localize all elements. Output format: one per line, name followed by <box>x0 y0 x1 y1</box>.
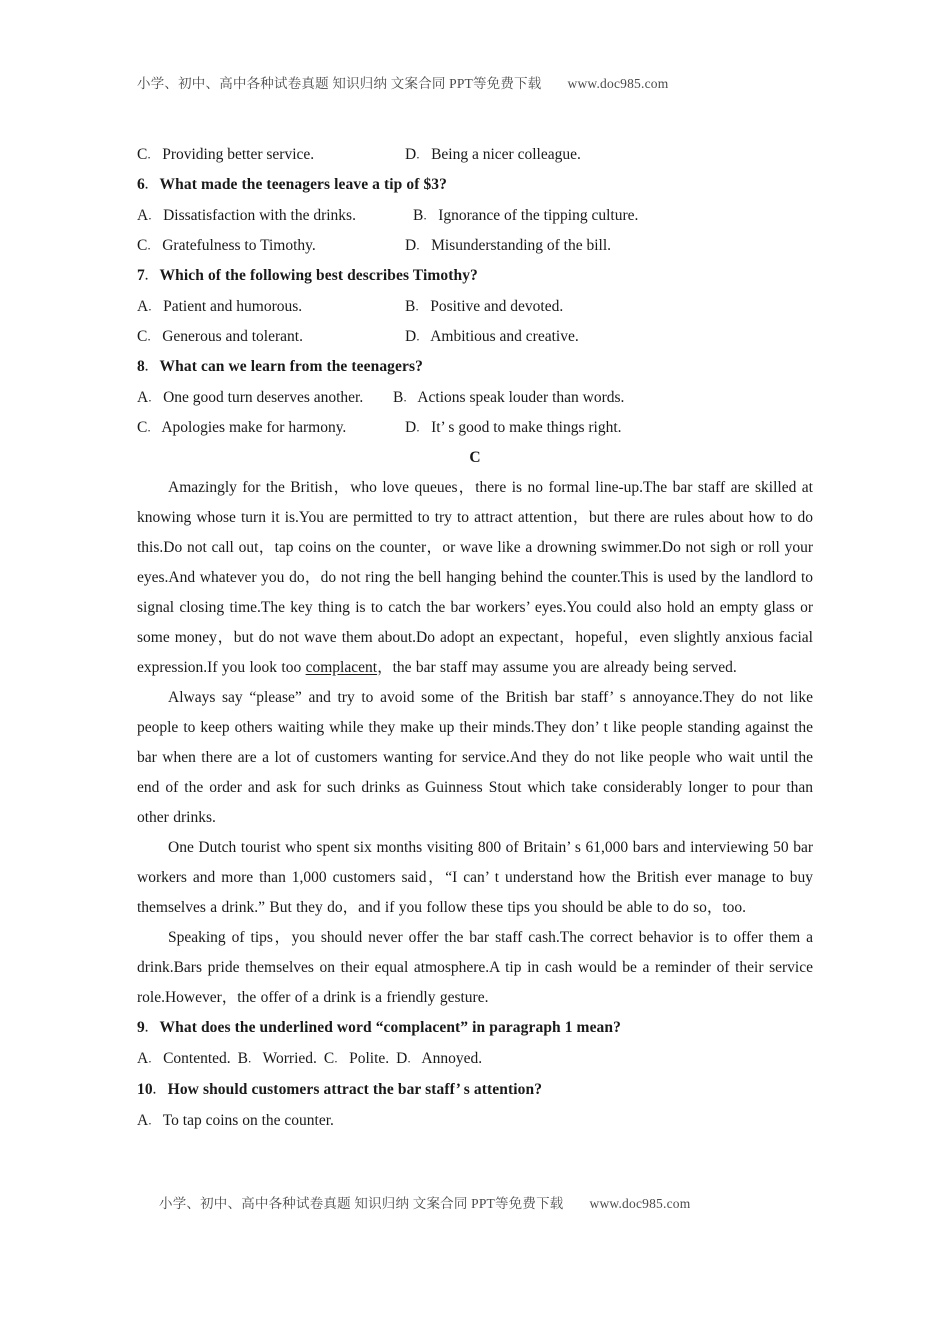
watermark-header <box>137 72 817 92</box>
passage-paragraph-2: Always say “please” and try to avoid some of the British bar staff’ s annoyance.They do not like people to keep others waiting while they make up their minds.They don’ t like people standing against the bar when there are a lot of customers wanting for service.And they do not like people who wait until the end of the order and ask for such drinks as Guinness Stout which take considerably longer to pour than other drinks. <box>137 689 813 826</box>
passage-p1-tail: ，the bar staff may assume you are already being served. <box>377 659 737 676</box>
answer-option[interactable] <box>137 292 302 323</box>
question-stem-text: What made the teenagers leave a tip of $3? <box>155 176 448 193</box>
section-letter-c: C <box>469 449 481 466</box>
option-letter: D． <box>405 328 428 345</box>
watermark-footer-text: 小学、初中、高中各种试卷真题 知识归纳 文案合同 PPT等免费下载 <box>159 1196 564 1211</box>
option-text: Being a nicer colleague. <box>427 146 581 163</box>
option-text: Apologies make for harmony. <box>158 419 347 436</box>
answer-option[interactable] <box>405 413 622 444</box>
option-row <box>137 1044 813 1075</box>
option-letter: A． <box>137 1050 160 1067</box>
answer-option[interactable] <box>137 322 303 353</box>
option-letter: C． <box>137 419 159 436</box>
option-text: Positive and devoted. <box>426 298 564 315</box>
answer-option[interactable] <box>396 1050 482 1067</box>
option-text: Worried. <box>259 1050 317 1067</box>
option-letter: C． <box>323 1050 346 1067</box>
question-number: 8． <box>137 358 156 375</box>
option-text: Ambitious and creative. <box>427 328 579 345</box>
option-row <box>137 413 813 443</box>
option-row <box>137 292 813 322</box>
option-letter: D． <box>396 1050 419 1067</box>
answer-option[interactable] <box>137 140 314 171</box>
answer-option[interactable] <box>413 201 638 232</box>
question-number: 10． <box>137 1081 164 1098</box>
answer-option[interactable] <box>137 413 346 444</box>
passage-p1-text: Amazingly for the British，who love queues，there is no formal line-up.The bar staff are skilled at knowing whose turn it is.You are permitted to try to attract attention，but there are rules about how to do this.Do not call out，tap coins on the counter，or wave like a drowning swimmer.Do not sigh or roll your eyes.And whatever you do，do not ring the bell hanging behind the counter.This is used by the landlord to signal closing time.The key thing is to catch the bar workers’ eyes.You could also hold an empty glass or some money，but do not wave them about.Do adopt an expectant，hopeful，even slightly anxious facial expression.If you look too <box>137 479 813 676</box>
option-text: Polite. <box>345 1050 390 1067</box>
option-row <box>137 383 813 413</box>
question-stem <box>137 1075 813 1106</box>
option-letter: A． <box>137 1112 160 1129</box>
option-text: Ignorance of the tipping culture. <box>434 207 639 224</box>
question-number: 9． <box>137 1019 156 1036</box>
option-row <box>137 322 813 352</box>
question-stem-text: How should customers attract the bar staff’ s attention? <box>163 1081 543 1098</box>
option-text: Gratefulness to Timothy. <box>158 237 316 254</box>
option-row <box>137 231 813 261</box>
question-stem-text: What does the underlined word “complacent” in paragraph 1 mean? <box>155 1019 621 1036</box>
passage-paragraph-4: Speaking of tips，you should never offer the bar staff cash.The correct behavior is to offer them a drink.Bars pride themselves on their equal atmosphere.A tip in cash would be a reminder of their service role.However，the offer of a drink is a friendly gesture. <box>137 929 813 1006</box>
option-row <box>137 201 813 231</box>
question-stem <box>137 1013 813 1044</box>
answer-option[interactable] <box>137 1050 231 1067</box>
option-text: Actions speak louder than words. <box>414 389 625 406</box>
answer-option[interactable] <box>405 322 579 353</box>
option-letter: B． <box>237 1050 260 1067</box>
option-letter: D． <box>405 146 428 163</box>
option-text: Generous and tolerant. <box>158 328 303 345</box>
answer-option[interactable] <box>238 1050 317 1067</box>
answer-option[interactable] <box>405 292 563 323</box>
answer-option[interactable] <box>405 140 581 171</box>
answer-option[interactable] <box>137 231 316 262</box>
option-letter: C． <box>137 328 159 345</box>
questions-block-two <box>137 1013 813 1136</box>
question-number: 6． <box>137 176 156 193</box>
option-letter: B． <box>413 207 435 224</box>
question-stem-text: Which of the following best describes Timothy? <box>155 267 478 284</box>
option-text: Annoyed. <box>418 1050 483 1067</box>
answer-option[interactable] <box>137 383 363 414</box>
option-letter: B． <box>393 389 415 406</box>
questions-block-one <box>137 140 813 443</box>
option-text: To tap coins on the counter. <box>159 1112 334 1129</box>
option-text: Misunderstanding of the bill. <box>427 237 612 254</box>
question-stem-text: What can we learn from the teenagers? <box>155 358 423 375</box>
option-letter: C． <box>137 146 159 163</box>
question-stem <box>137 352 813 383</box>
underlined-word-complacent: complacent <box>305 659 378 676</box>
option-letter: A． <box>137 298 160 315</box>
option-text: Contented. <box>159 1050 231 1067</box>
option-row <box>137 140 813 170</box>
option-text: Patient and humorous. <box>159 298 303 315</box>
question-stem <box>137 261 813 292</box>
watermark-footer-url: www.doc985.com <box>589 1196 691 1211</box>
option-letter: A． <box>137 207 160 224</box>
answer-option[interactable] <box>405 231 611 262</box>
option-letter: C． <box>137 237 159 254</box>
answer-option[interactable] <box>137 201 356 232</box>
option-text: Dissatisfaction with the drinks. <box>159 207 356 224</box>
answer-option[interactable] <box>393 383 624 414</box>
option-text: One good turn deserves another. <box>159 389 364 406</box>
answer-option[interactable] <box>324 1050 389 1067</box>
option-letter: A． <box>137 389 160 406</box>
watermark-header-text: 小学、初中、高中各种试卷真题 知识归纳 文案合同 PPT等免费下载 <box>137 76 542 91</box>
option-text: Providing better service. <box>158 146 315 163</box>
option-letter: D． <box>405 419 428 436</box>
option-letter: D． <box>405 237 428 254</box>
option-row <box>137 1106 813 1136</box>
option-text: It’ s good to make things right. <box>427 419 622 436</box>
question-number: 7． <box>137 267 156 284</box>
question-stem <box>137 170 813 201</box>
page-content <box>137 140 813 1136</box>
watermark-header-url: www.doc985.com <box>567 76 669 91</box>
watermark-footer <box>137 1192 817 1212</box>
option-letter: B． <box>405 298 427 315</box>
answer-option[interactable] <box>137 1106 334 1137</box>
passage-paragraph-3: One Dutch tourist who spent six months visiting 800 of Britain’ s 61,000 bars and interviewing 50 bar workers and more than 1,000 customers said，“I can’ t understand how the British ever manage to buy themselves a drink.” But they do，and if you follow these tips you should be able to do so，too. <box>137 839 813 916</box>
passage-paragraph-1 <box>137 473 813 683</box>
